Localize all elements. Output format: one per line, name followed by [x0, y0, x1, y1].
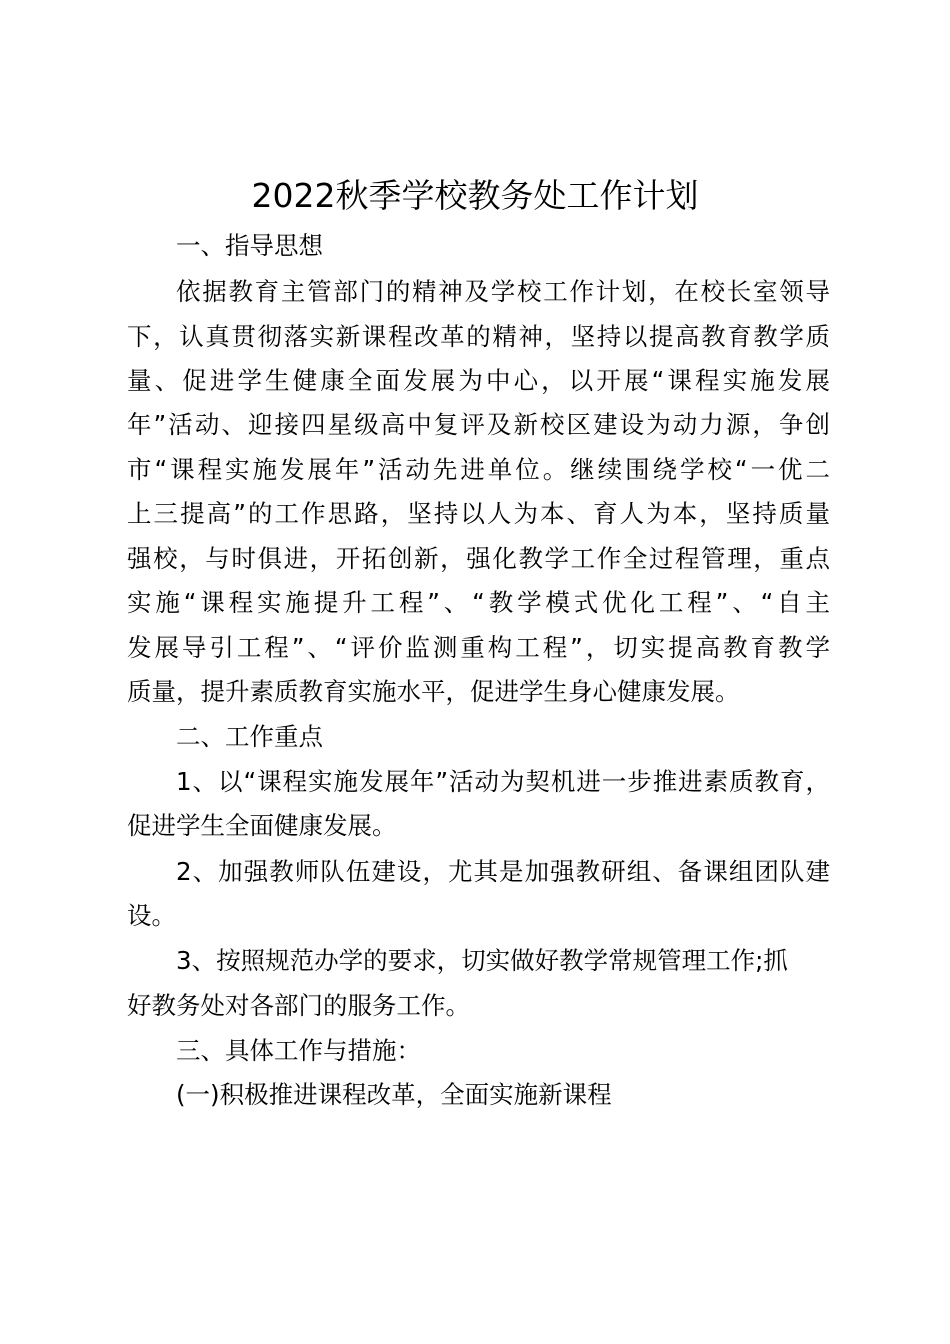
paragraph-line: 下，认真贯彻落实新课程改革的精神，坚持以提高教育教学质: [127, 322, 830, 351]
paragraph-line: 上三提高”的工作思路，坚持以人为本、育人为本，坚持质量: [127, 499, 830, 528]
section-heading-guiding-ideology: 一、指导思想: [176, 231, 323, 260]
section-heading-work-focus: 二、工作重点: [176, 722, 323, 751]
list-item-line: 2、加强教师队伍建设，尤其是加强教研组、备课组团队建: [176, 857, 830, 886]
paragraph-line: 质量，提升素质教育实施水平，促进学生身心健康发展。: [127, 677, 740, 706]
paragraph-line: 量、促进学生健康全面发展为中心，以开展“课程实施发展: [127, 366, 830, 395]
list-item-line: 1、以“课程实施发展年”活动为契机进一步推进素质教育，: [176, 767, 830, 796]
list-item-line: 3、按照规范办学的要求，切实做好教学常规管理工作;抓: [176, 946, 788, 975]
list-item-line: 好教务处对各部门的服务工作。: [127, 991, 470, 1020]
paragraph-line: 依据教育主管部门的精神及学校工作计划，在校长室领导: [176, 277, 830, 306]
paragraph-line: 市“课程实施发展年”活动先进单位。继续围绕学校“一优二: [127, 455, 830, 484]
paragraph-line: 实施“课程实施提升工程”、“教学模式优化工程”、“自主: [127, 588, 830, 617]
paragraph-line: 强校，与时俱进，开拓创新，强化教学工作全过程管理，重点: [127, 544, 830, 573]
list-item-line: 设。: [127, 901, 176, 930]
subsection-heading: (一)积极推进课程改革，全面实施新课程: [176, 1080, 612, 1109]
paragraph-line: 发展导引工程”、“评价监测重构工程”，切实提高教育教学: [127, 633, 830, 662]
paragraph-line: 年”活动、迎接四星级高中复评及新校区建设为动力源，争创: [127, 410, 830, 439]
document-title: 2022秋季学校教务处工作计划: [251, 176, 699, 215]
list-item-line: 促进学生全面健康发展。: [127, 811, 397, 840]
section-heading-measures: 三、具体工作与措施：: [176, 1036, 421, 1065]
